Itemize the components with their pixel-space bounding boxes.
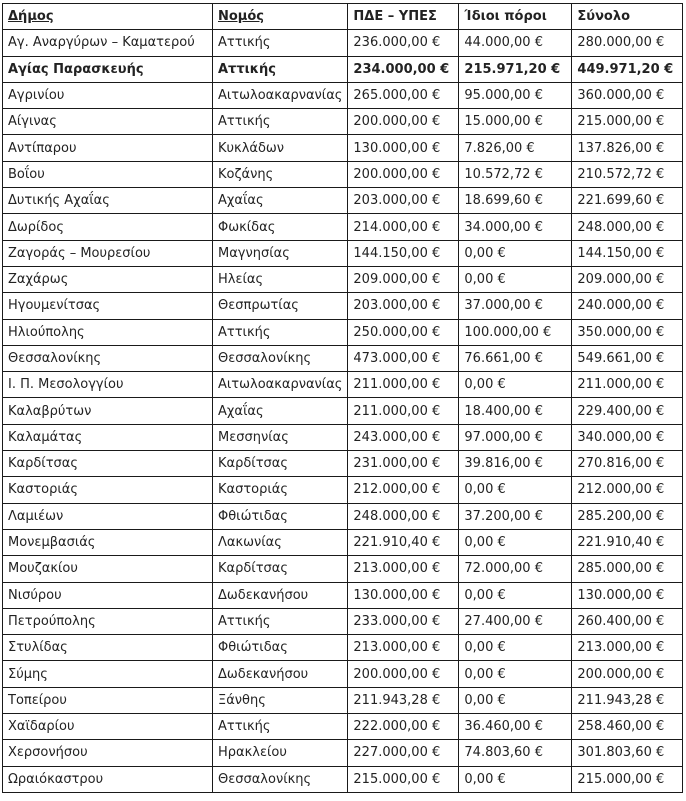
cell-municipality: Αντίπαρου [3,135,213,161]
cell-pde-ypes: 211.000,00 € [348,372,459,398]
cell-prefecture: Λακωνίας [213,529,348,555]
cell-municipality: Τοπείρου [3,687,213,713]
cell-prefecture: Αττικής [213,109,348,135]
cell-prefecture: Μαγνησίας [213,240,348,266]
table-body [3,30,683,793]
cell-own-resources: 76.661,00 € [459,345,572,371]
cell-municipality: Θεσσαλονίκης [3,345,213,371]
cell-prefecture: Αττικής [213,30,348,56]
cell-pde-ypes: 222.000,00 € [348,714,459,740]
cell-total: 229.400,00 € [572,398,683,424]
cell-total: 130.000,00 € [572,582,683,608]
table-row [3,82,683,108]
table-row [3,687,683,713]
cell-prefecture: Μεσσηνίας [213,424,348,450]
cell-municipality: Καλαβρύτων [3,398,213,424]
cell-municipality: Σύμης [3,661,213,687]
cell-own-resources: 10.572,72 € [459,161,572,187]
cell-own-resources: 37.200,00 € [459,503,572,529]
cell-total: 221.910,40 € [572,529,683,555]
cell-municipality: Αίγινας [3,109,213,135]
cell-total: 449.971,20 € [572,56,683,82]
cell-prefecture: Αττικής [213,714,348,740]
cell-prefecture: Αττικής [213,319,348,345]
cell-municipality: Αγρινίου [3,82,213,108]
cell-pde-ypes: 221.910,40 € [348,529,459,555]
cell-pde-ypes: 227.000,00 € [348,740,459,766]
table-row [3,714,683,740]
cell-own-resources: 18.400,00 € [459,398,572,424]
cell-prefecture: Ξάνθης [213,687,348,713]
header-municipality: Δήμος [3,4,213,30]
cell-total: 260.400,00 € [572,608,683,634]
table-row [3,740,683,766]
cell-prefecture: Θεσσαλονίκης [213,766,348,792]
cell-own-resources: 95.000,00 € [459,82,572,108]
cell-own-resources: 72.000,00 € [459,556,572,582]
cell-pde-ypes: 209.000,00 € [348,266,459,292]
cell-total: 215.000,00 € [572,766,683,792]
header-own-resources: Ίδιοι πόροι [459,4,572,30]
cell-prefecture: Κυκλάδων [213,135,348,161]
cell-municipality: Μονεμβασιάς [3,529,213,555]
cell-total: 360.000,00 € [572,82,683,108]
table-row [3,398,683,424]
cell-pde-ypes: 200.000,00 € [348,109,459,135]
cell-own-resources: 34.000,00 € [459,214,572,240]
cell-own-resources: 0,00 € [459,372,572,398]
funding-table [2,3,683,793]
cell-own-resources: 97.000,00 € [459,424,572,450]
cell-pde-ypes: 213.000,00 € [348,635,459,661]
cell-total: 137.826,00 € [572,135,683,161]
cell-total: 285.000,00 € [572,556,683,582]
cell-own-resources: 0,00 € [459,240,572,266]
cell-municipality: Καλαμάτας [3,424,213,450]
cell-municipality: Ηλιούπολης [3,319,213,345]
cell-pde-ypes: 231.000,00 € [348,451,459,477]
cell-prefecture: Αττικής [213,56,348,82]
cell-prefecture: Αχαΐας [213,398,348,424]
cell-pde-ypes: 211.000,00 € [348,398,459,424]
cell-total: 258.460,00 € [572,714,683,740]
cell-prefecture: Αιτωλοακαρνανίας [213,372,348,398]
cell-municipality: Ηγουμενίτσας [3,293,213,319]
cell-pde-ypes: 243.000,00 € [348,424,459,450]
cell-pde-ypes: 213.000,00 € [348,556,459,582]
cell-prefecture: Κοζάνης [213,161,348,187]
cell-total: 200.000,00 € [572,661,683,687]
cell-prefecture: Φθιώτιδας [213,503,348,529]
cell-pde-ypes: 233.000,00 € [348,608,459,634]
cell-total: 211.943,28 € [572,687,683,713]
table-row [3,661,683,687]
cell-municipality: Στυλίδας [3,635,213,661]
cell-prefecture: Αττικής [213,608,348,634]
cell-municipality: Καστοριάς [3,477,213,503]
cell-prefecture: Ηρακλείου [213,740,348,766]
header-prefecture: Νομός [213,4,348,30]
table-row [3,240,683,266]
cell-municipality: Μουζακίου [3,556,213,582]
cell-pde-ypes: 203.000,00 € [348,188,459,214]
cell-pde-ypes: 214.000,00 € [348,214,459,240]
cell-own-resources: 39.816,00 € [459,451,572,477]
cell-pde-ypes: 200.000,00 € [348,661,459,687]
cell-municipality: Αγίας Παρασκευής [3,56,213,82]
table-row [3,161,683,187]
cell-own-resources: 0,00 € [459,582,572,608]
table-row [3,424,683,450]
cell-own-resources: 44.000,00 € [459,30,572,56]
table-row [3,477,683,503]
cell-pde-ypes: 212.000,00 € [348,477,459,503]
table-row [3,214,683,240]
cell-prefecture: Καστοριάς [213,477,348,503]
cell-total: 210.572,72 € [572,161,683,187]
cell-total: 280.000,00 € [572,30,683,56]
cell-municipality: Καρδίτσας [3,451,213,477]
cell-own-resources: 0,00 € [459,766,572,792]
cell-prefecture: Δωδεκανήσου [213,661,348,687]
table-row [3,372,683,398]
cell-own-resources: 36.460,00 € [459,714,572,740]
cell-pde-ypes: 236.000,00 € [348,30,459,56]
cell-municipality: Ωραιόκαστρου [3,766,213,792]
cell-total: 350.000,00 € [572,319,683,345]
cell-prefecture: Δωδεκανήσου [213,582,348,608]
cell-pde-ypes: 211.943,28 € [348,687,459,713]
table-row [3,266,683,292]
cell-pde-ypes: 234.000,00 € [348,56,459,82]
table-row [3,135,683,161]
cell-own-resources: 74.803,60 € [459,740,572,766]
cell-total: 144.150,00 € [572,240,683,266]
table-row [3,451,683,477]
cell-prefecture: Φθιώτιδας [213,635,348,661]
table-row [3,766,683,792]
table-row [3,529,683,555]
cell-pde-ypes: 250.000,00 € [348,319,459,345]
cell-own-resources: 100.000,00 € [459,319,572,345]
header-row [3,4,683,30]
cell-total: 248.000,00 € [572,214,683,240]
cell-total: 301.803,60 € [572,740,683,766]
cell-total: 285.200,00 € [572,503,683,529]
cell-pde-ypes: 130.000,00 € [348,135,459,161]
cell-municipality: Δωρίδος [3,214,213,240]
cell-prefecture: Ηλείας [213,266,348,292]
cell-total: 215.000,00 € [572,109,683,135]
cell-own-resources: 0,00 € [459,635,572,661]
table-row [3,635,683,661]
table-row [3,345,683,371]
cell-own-resources: 15.000,00 € [459,109,572,135]
cell-municipality: Ι. Π. Μεσολογγίου [3,372,213,398]
table-row [3,319,683,345]
cell-pde-ypes: 265.000,00 € [348,82,459,108]
cell-pde-ypes: 144.150,00 € [348,240,459,266]
header-total: Σύνολο [572,4,683,30]
table-row [3,608,683,634]
table-row [3,582,683,608]
cell-pde-ypes: 248.000,00 € [348,503,459,529]
cell-municipality: Νισύρου [3,582,213,608]
cell-municipality: Πετρούπολης [3,608,213,634]
cell-own-resources: 7.826,00 € [459,135,572,161]
cell-pde-ypes: 215.000,00 € [348,766,459,792]
cell-prefecture: Αιτωλοακαρνανίας [213,82,348,108]
cell-total: 221.699,60 € [572,188,683,214]
cell-pde-ypes: 130.000,00 € [348,582,459,608]
cell-municipality: Ζαχάρως [3,266,213,292]
table-row [3,109,683,135]
cell-total: 240.000,00 € [572,293,683,319]
table-row [3,188,683,214]
cell-total: 209.000,00 € [572,266,683,292]
cell-prefecture: Θεσσαλονίκης [213,345,348,371]
cell-prefecture: Αχαΐας [213,188,348,214]
cell-municipality: Ζαγοράς – Μουρεσίου [3,240,213,266]
cell-pde-ypes: 200.000,00 € [348,161,459,187]
cell-own-resources: 0,00 € [459,266,572,292]
cell-municipality: Αγ. Αναργύρων – Καματερού [3,30,213,56]
cell-own-resources: 0,00 € [459,687,572,713]
cell-prefecture: Καρδίτσας [213,451,348,477]
cell-total: 549.661,00 € [572,345,683,371]
cell-own-resources: 27.400,00 € [459,608,572,634]
cell-total: 211.000,00 € [572,372,683,398]
table-row [3,503,683,529]
cell-own-resources: 0,00 € [459,529,572,555]
cell-total: 270.816,00 € [572,451,683,477]
cell-municipality: Λαμιέων [3,503,213,529]
header-pde-ypes: ΠΔΕ – ΥΠΕΣ [348,4,459,30]
cell-pde-ypes: 473.000,00 € [348,345,459,371]
cell-own-resources: 0,00 € [459,661,572,687]
table-row [3,56,683,82]
cell-municipality: Δυτικής Αχαΐας [3,188,213,214]
cell-municipality: Χαϊδαρίου [3,714,213,740]
cell-own-resources: 0,00 € [459,477,572,503]
table-row [3,556,683,582]
cell-total: 340.000,00 € [572,424,683,450]
cell-prefecture: Καρδίτσας [213,556,348,582]
cell-total: 212.000,00 € [572,477,683,503]
table-row [3,293,683,319]
cell-prefecture: Φωκίδας [213,214,348,240]
cell-municipality: Χερσονήσου [3,740,213,766]
cell-own-resources: 215.971,20 € [459,56,572,82]
cell-pde-ypes: 203.000,00 € [348,293,459,319]
cell-own-resources: 18.699,60 € [459,188,572,214]
cell-total: 213.000,00 € [572,635,683,661]
cell-municipality: Βοΐου [3,161,213,187]
table-row [3,30,683,56]
cell-own-resources: 37.000,00 € [459,293,572,319]
cell-prefecture: Θεσπρωτίας [213,293,348,319]
